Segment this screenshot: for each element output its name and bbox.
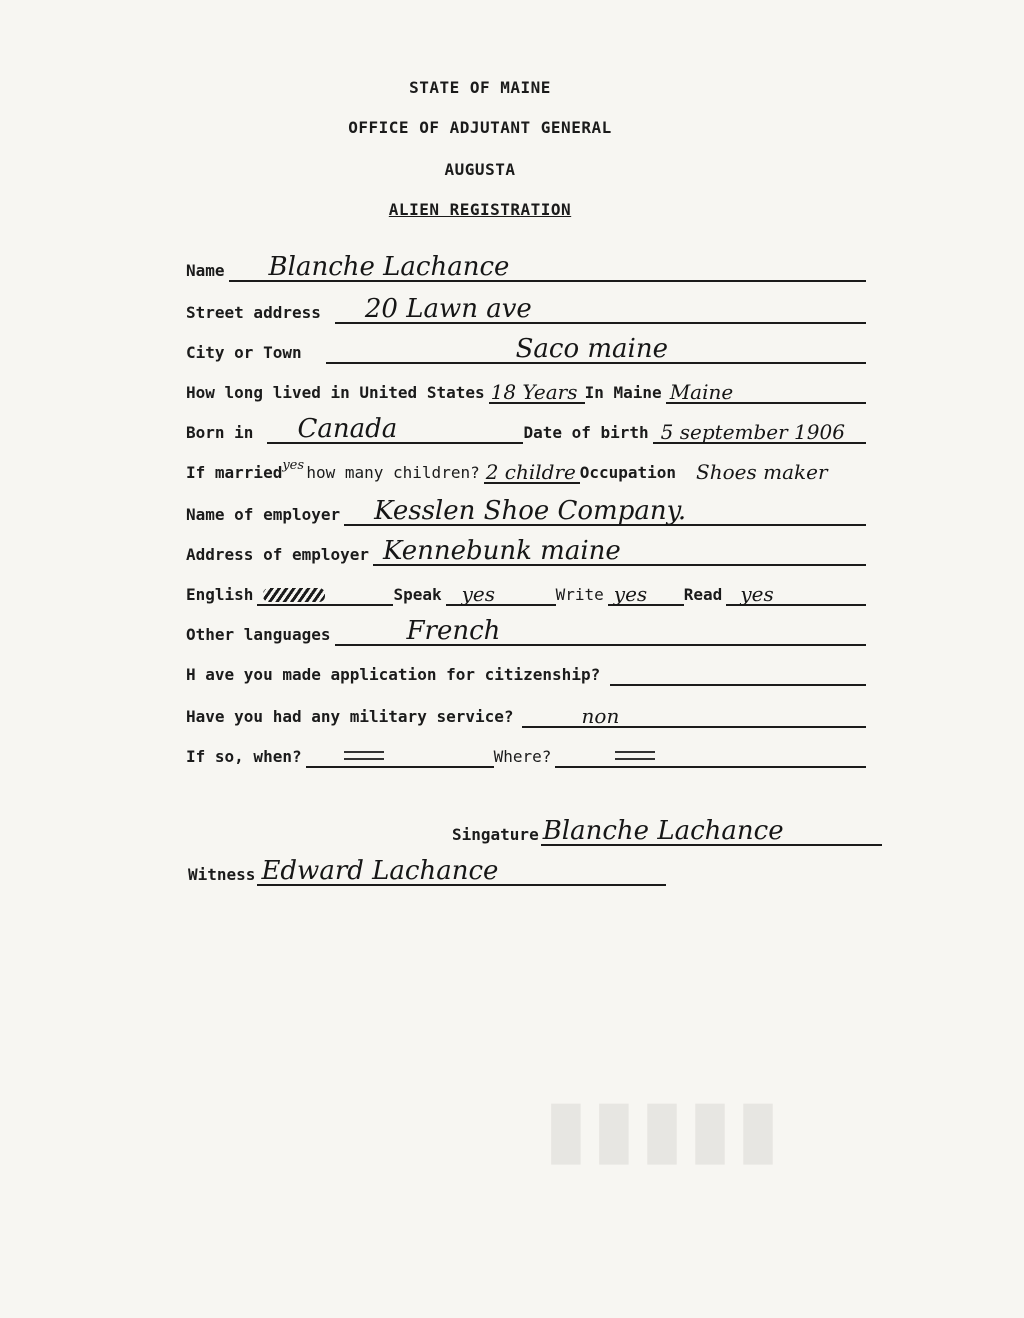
read-line[interactable] xyxy=(726,582,866,606)
military-label: Have you had any military service? xyxy=(186,707,514,726)
name-value: Blanche Lachance xyxy=(268,252,510,282)
other-lang-row xyxy=(186,616,866,646)
signature-label: Singature xyxy=(452,825,539,844)
city-label: City or Town xyxy=(186,343,302,362)
married-label: If married xyxy=(186,463,283,482)
born-row xyxy=(186,414,866,444)
where-label: Where? xyxy=(493,747,552,766)
english-scribble xyxy=(263,588,325,602)
born-label: Born in xyxy=(186,423,254,442)
born-line[interactable] xyxy=(267,414,523,444)
howlong-label: How long lived in United States xyxy=(186,383,485,402)
emp-address-value: Kennebunk maine xyxy=(383,536,621,566)
name-label: Name xyxy=(186,261,225,280)
signature-line[interactable] xyxy=(541,816,882,846)
employer-label: Name of employer xyxy=(186,505,341,524)
citizenship-line[interactable] xyxy=(610,662,866,686)
ifso-row xyxy=(186,738,866,768)
witness-line[interactable] xyxy=(257,856,666,886)
other-lang-value: French xyxy=(406,616,501,646)
bleed-through-mark: ▮▮▮▮▮ xyxy=(540,1080,781,1174)
header-city: AUGUSTA xyxy=(444,160,516,179)
speak-label: Speak xyxy=(393,585,442,604)
occupation-label: Occupation xyxy=(579,463,677,482)
dob-label: Date of birth xyxy=(523,423,649,442)
street-line[interactable] xyxy=(335,294,866,324)
military-row xyxy=(186,698,866,728)
city-value: Saco maine xyxy=(515,334,668,364)
where-dash xyxy=(615,751,655,760)
inmaine-value: Maine xyxy=(669,380,734,404)
howlong-line[interactable] xyxy=(489,380,585,404)
witness-row xyxy=(188,856,666,886)
emp-address-label: Address of employer xyxy=(186,545,370,564)
city-line[interactable] xyxy=(326,334,866,364)
when-dash xyxy=(344,751,384,760)
street-value: 20 Lawn ave xyxy=(364,294,532,324)
write-value: yes xyxy=(613,582,648,606)
city-row xyxy=(186,334,866,364)
inmaine-line[interactable] xyxy=(666,380,866,404)
employer-row xyxy=(186,496,866,526)
married-value: yes xyxy=(282,458,305,473)
emp-address-line[interactable] xyxy=(373,536,866,566)
street-label: Street address xyxy=(186,303,321,322)
english-label: English xyxy=(186,585,254,604)
howlong-row xyxy=(186,374,866,404)
speak-line[interactable] xyxy=(446,582,556,606)
speak-value: yes xyxy=(461,582,496,606)
witness-label: Witness xyxy=(188,865,256,884)
name-row xyxy=(186,252,866,282)
when-line[interactable] xyxy=(306,744,494,768)
header-state: STATE OF MAINE xyxy=(409,78,551,97)
occupation-line[interactable] xyxy=(680,460,866,484)
married-row xyxy=(186,454,866,484)
where-line[interactable] xyxy=(555,744,866,768)
occupation-value: Shoes maker xyxy=(696,460,828,484)
header-office: OFFICE OF ADJUTANT GENERAL xyxy=(348,118,612,137)
english-line[interactable] xyxy=(257,582,393,606)
born-value: Canada xyxy=(297,414,398,444)
emp-address-row xyxy=(186,536,866,566)
children-label: how many children? xyxy=(306,463,480,482)
header-title xyxy=(0,200,960,219)
citizenship-row xyxy=(186,656,866,686)
read-value: yes xyxy=(740,582,774,606)
header-title-text: ALIEN REGISTRATION xyxy=(388,200,572,219)
ifso-label: If so, when? xyxy=(186,747,302,766)
other-lang-label: Other languages xyxy=(186,625,331,644)
children-value: 2 childre xyxy=(485,460,576,484)
english-row xyxy=(186,576,866,606)
name-line[interactable] xyxy=(229,252,866,282)
military-line[interactable] xyxy=(522,704,866,728)
witness-value: Edward Lachance xyxy=(261,856,499,886)
write-line[interactable] xyxy=(608,582,684,606)
inmaine-label: In Maine xyxy=(584,383,662,402)
street-row xyxy=(186,294,866,324)
citizenship-label: H ave you made application for citizenship? xyxy=(186,665,601,684)
howlong-value: 18 Years xyxy=(490,380,578,404)
married-answer[interactable] xyxy=(282,458,306,484)
employer-line[interactable] xyxy=(344,496,866,526)
signature-row xyxy=(452,816,882,846)
other-lang-line[interactable] xyxy=(335,616,867,646)
write-label: Write xyxy=(555,585,604,604)
read-label: Read xyxy=(683,585,723,604)
military-value: non xyxy=(581,704,620,728)
signature-value: Blanche Lachance xyxy=(542,816,784,846)
dob-value: 5 september 1906 xyxy=(660,420,845,444)
dob-line[interactable] xyxy=(653,420,866,444)
children-line[interactable] xyxy=(484,460,580,484)
employer-value: Kesslen Shoe Company. xyxy=(374,496,687,526)
